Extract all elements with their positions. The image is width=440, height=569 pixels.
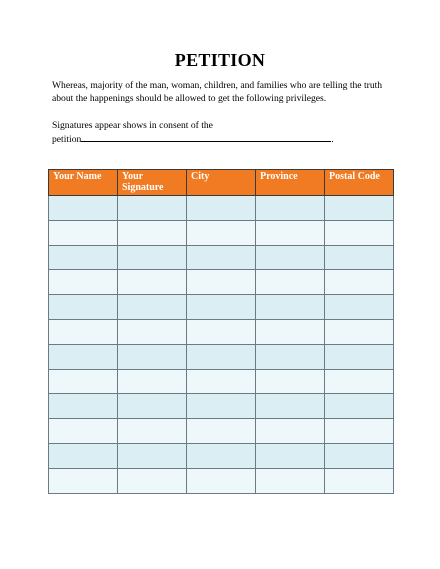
cell-name[interactable] xyxy=(49,369,118,394)
cell-signature[interactable] xyxy=(118,394,187,419)
page-title: PETITION xyxy=(174,50,266,70)
signature-table xyxy=(48,169,394,494)
cell-postal-code[interactable] xyxy=(325,245,394,270)
cell-postal-code[interactable] xyxy=(325,443,394,468)
cell-city[interactable] xyxy=(187,220,256,245)
table-row xyxy=(49,344,394,369)
cell-name[interactable] xyxy=(49,394,118,419)
cell-signature[interactable] xyxy=(118,196,187,221)
cell-province[interactable] xyxy=(256,468,325,493)
column-header-signature: Your Signature xyxy=(118,170,187,196)
table-body xyxy=(49,196,394,494)
table-row xyxy=(49,270,394,295)
cell-city[interactable] xyxy=(187,344,256,369)
cell-province[interactable] xyxy=(256,394,325,419)
cell-postal-code[interactable] xyxy=(325,468,394,493)
table-row xyxy=(49,443,394,468)
cell-province[interactable] xyxy=(256,369,325,394)
cell-postal-code[interactable] xyxy=(325,220,394,245)
column-header-name: Your Name xyxy=(49,170,118,196)
cell-name[interactable] xyxy=(49,344,118,369)
cell-city[interactable] xyxy=(187,270,256,295)
signature-consent-line xyxy=(52,119,392,146)
cell-name[interactable] xyxy=(49,468,118,493)
cell-province[interactable] xyxy=(256,295,325,320)
cell-city[interactable] xyxy=(187,295,256,320)
cell-signature[interactable] xyxy=(118,468,187,493)
table-row xyxy=(49,295,394,320)
cell-city[interactable] xyxy=(187,319,256,344)
cell-city[interactable] xyxy=(187,245,256,270)
column-header-province: Province xyxy=(256,170,325,196)
cell-signature[interactable] xyxy=(118,369,187,394)
cell-postal-code[interactable] xyxy=(325,270,394,295)
cell-signature[interactable] xyxy=(118,220,187,245)
cell-city[interactable] xyxy=(187,468,256,493)
cell-signature[interactable] xyxy=(118,295,187,320)
cell-city[interactable] xyxy=(187,394,256,419)
cell-province[interactable] xyxy=(256,419,325,444)
cell-name[interactable] xyxy=(49,196,118,221)
table-row xyxy=(49,369,394,394)
consent-petition-word: petition xyxy=(52,134,82,145)
cell-name[interactable] xyxy=(49,270,118,295)
cell-city[interactable] xyxy=(187,419,256,444)
table-row xyxy=(49,319,394,344)
cell-name[interactable] xyxy=(49,419,118,444)
cell-province[interactable] xyxy=(256,220,325,245)
consent-period: . xyxy=(331,134,334,145)
table-header-row xyxy=(49,170,394,196)
table-row xyxy=(49,468,394,493)
cell-signature[interactable] xyxy=(118,270,187,295)
cell-province[interactable] xyxy=(256,443,325,468)
fill-in-blank[interactable] xyxy=(81,132,331,142)
cell-postal-code[interactable] xyxy=(325,344,394,369)
cell-province[interactable] xyxy=(256,344,325,369)
cell-postal-code[interactable] xyxy=(325,419,394,444)
cell-province[interactable] xyxy=(256,245,325,270)
cell-signature[interactable] xyxy=(118,344,187,369)
cell-city[interactable] xyxy=(187,369,256,394)
cell-name[interactable] xyxy=(49,245,118,270)
cell-signature[interactable] xyxy=(118,245,187,270)
consent-text: Signatures appear shows in consent of the xyxy=(52,120,213,131)
cell-name[interactable] xyxy=(49,443,118,468)
cell-province[interactable] xyxy=(256,270,325,295)
cell-city[interactable] xyxy=(187,443,256,468)
cell-postal-code[interactable] xyxy=(325,369,394,394)
cell-signature[interactable] xyxy=(118,443,187,468)
cell-province[interactable] xyxy=(256,196,325,221)
table-row xyxy=(49,196,394,221)
cell-name[interactable] xyxy=(49,220,118,245)
intro-paragraph: Whereas, majority of the man, woman, children, and families who are telling the truth about the happenings should be allowed to get the following privileges. xyxy=(52,80,383,104)
cell-postal-code[interactable] xyxy=(325,394,394,419)
table-row xyxy=(49,245,394,270)
cell-name[interactable] xyxy=(49,295,118,320)
table-row xyxy=(49,419,394,444)
cell-province[interactable] xyxy=(256,319,325,344)
cell-signature[interactable] xyxy=(118,419,187,444)
column-header-city: City xyxy=(187,170,256,196)
cell-city[interactable] xyxy=(187,196,256,221)
table-row xyxy=(49,220,394,245)
cell-postal-code[interactable] xyxy=(325,196,394,221)
cell-postal-code[interactable] xyxy=(325,295,394,320)
cell-postal-code[interactable] xyxy=(325,319,394,344)
cell-name[interactable] xyxy=(49,319,118,344)
table-row xyxy=(49,394,394,419)
column-header-postal-code: Postal Code xyxy=(325,170,394,196)
cell-signature[interactable] xyxy=(118,319,187,344)
